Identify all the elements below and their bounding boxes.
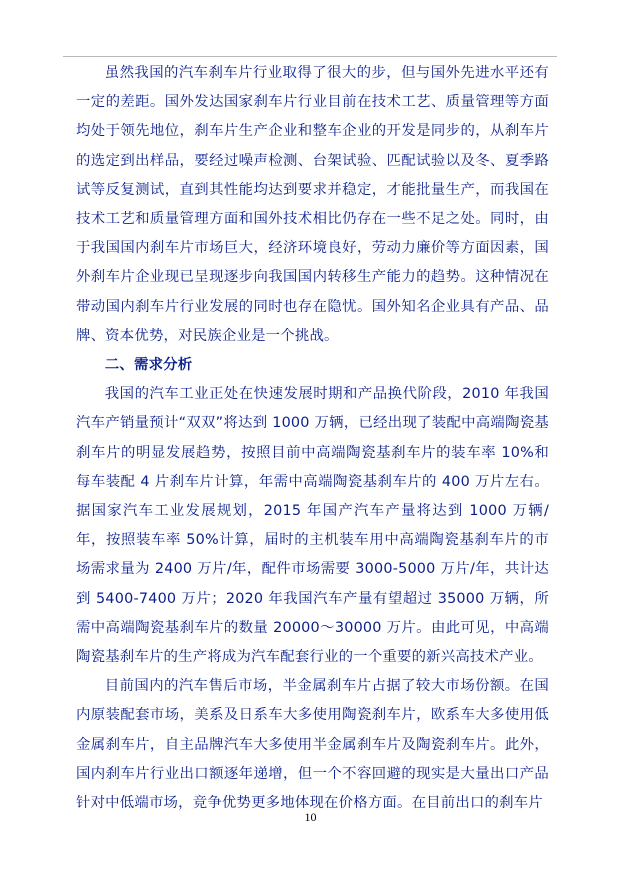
page-number: 10 (304, 810, 317, 824)
paragraph-gap-with-foreign: 虽然我国的汽车刹车片行业取得了很大的步，但与国外先进水平还有一定的差距。国外发达国家刹车片行业目前在技术工艺、质量管理等方面均处于领先地位，刹车片生产企业和整车企业的开发是同步的，从刹车片的选定到出样品，要经过噪声检测、台架试验、匹配试验以及冬、夏季路试等反复测试，直到其性能均达到要求并稳定，才能批量生产，而我国在技术工艺和质量管理方面和国外技术相比仍存在一些不足之处。同时，由于我国国内刹车片市场巨大，经济环境良好，劳动力廉价等方面因素，国外刹车片企业现已呈现逐步向我国国内转移生产能力的趋势。这种情况在带动国内刹车片行业发展的同时也存在隐忧。国外知名企业具有产品、品牌、资本优势，对民族企业是一个挑战。 (76, 65, 549, 344)
document-body (76, 59, 549, 818)
paragraph-aftermarket: 目前国内的汽车售后市场，半金属刹车片占据了较大市场份额。在国内原装配套市场，美系及日系车大多使用陶瓷刹车片，欧系车大多使用低金属刹车片，自主品牌汽车大多使用半金属刹车片及陶瓷刹车片。此外，国内刹车片行业出口额逐年递增，但一个不容回避的现实是大量出口产品针对中低端市场，竞争优势更多地体现在价格方面。在目前出口的刹车片 (76, 678, 549, 812)
header-rule (63, 56, 557, 57)
paragraph-demand: 我国的汽车工业正处在快速发展时期和产品换代阶段，2010 年我国汽车产销量预计“双双”将达到 1000 万辆，已经出现了装配中高端陶瓷基刹车片的明显发展趋势，按照目前中高端陶瓷基刹车片的装车率 10%和每车装配 4 片刹车片计算，年需中高端陶瓷基刹车片的 400 万片左右。据国家汽车工业发展规划，2015 年国产汽车产量将达到 1000 万辆/年，按照装车率 50%计算，届时的主机装车用中高端陶瓷基刹车片的市场需求量为 2400 万片/年，配件市场需要 3000-5000 万片/年，共计达到 5400-7400 万片；2020 年我国汽车产量有望超过 35000 万辆，所需中高端陶瓷基刹车片的数量 20000～30000 万片。由此可见，中高端陶瓷基刹车片的生产将成为汽车配套行业的一个重要的新兴高技术产业。 (76, 386, 549, 666)
section-heading: 二、需求分析 (104, 357, 193, 374)
